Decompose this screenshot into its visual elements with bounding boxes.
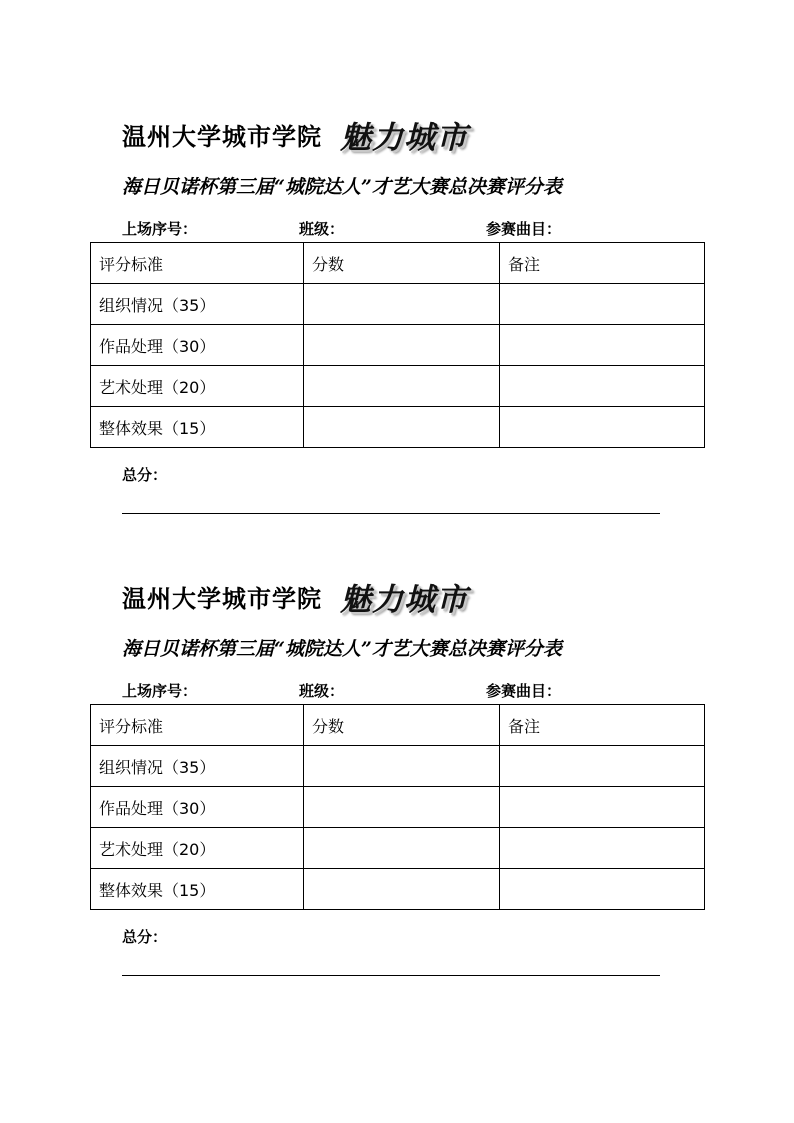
song-label: 参赛曲目： — [486, 682, 562, 700]
criterion-cell: 组织情况（35） — [91, 746, 304, 787]
score-cell[interactable] — [304, 284, 500, 325]
slogan: 魅力城市 — [340, 120, 468, 156]
criterion-cell: 作品处理（30） — [91, 325, 304, 366]
total-score-label: 总分： — [122, 928, 168, 946]
score-cell[interactable] — [304, 787, 500, 828]
table-row — [91, 325, 705, 366]
table-header-row — [91, 243, 705, 284]
note-cell[interactable] — [500, 787, 705, 828]
note-cell[interactable] — [500, 746, 705, 787]
score-table — [90, 704, 705, 910]
table-row — [91, 869, 705, 910]
form-subtitle: 海日贝诺杯第三届“城院达人”才艺大赛总决赛评分表 — [122, 638, 562, 660]
note-cell[interactable] — [500, 284, 705, 325]
table-row — [91, 284, 705, 325]
criterion-cell: 艺术处理（20） — [91, 366, 304, 407]
signature-line — [122, 513, 660, 514]
header-note: 备注 — [500, 705, 705, 746]
total-score-label: 总分： — [122, 466, 168, 484]
criterion-cell: 整体效果（15） — [91, 869, 304, 910]
form-header — [122, 112, 468, 157]
score-cell[interactable] — [304, 828, 500, 869]
note-cell[interactable] — [500, 828, 705, 869]
header-score: 分数 — [304, 705, 500, 746]
note-cell[interactable] — [500, 325, 705, 366]
school-name: 温州大学城市学院 — [122, 585, 322, 613]
table-row — [91, 828, 705, 869]
class-label: 班级： — [299, 682, 345, 700]
table-header-row — [91, 705, 705, 746]
order-number-label: 上场序号： — [122, 220, 198, 238]
criterion-cell: 艺术处理（20） — [91, 828, 304, 869]
score-cell[interactable] — [304, 869, 500, 910]
header-criterion: 评分标准 — [91, 243, 304, 284]
header-score: 分数 — [304, 243, 500, 284]
table-row — [91, 407, 705, 448]
score-cell[interactable] — [304, 325, 500, 366]
table-row — [91, 746, 705, 787]
header-criterion: 评分标准 — [91, 705, 304, 746]
form-subtitle: 海日贝诺杯第三届“城院达人”才艺大赛总决赛评分表 — [122, 176, 562, 198]
score-cell[interactable] — [304, 366, 500, 407]
note-cell[interactable] — [500, 366, 705, 407]
score-cell[interactable] — [304, 746, 500, 787]
table-row — [91, 366, 705, 407]
slogan: 魅力城市 — [340, 582, 468, 618]
criterion-cell: 作品处理（30） — [91, 787, 304, 828]
form-header — [122, 574, 468, 619]
criterion-cell: 整体效果（15） — [91, 407, 304, 448]
score-cell[interactable] — [304, 407, 500, 448]
class-label: 班级： — [299, 220, 345, 238]
note-cell[interactable] — [500, 869, 705, 910]
song-label: 参赛曲目： — [486, 220, 562, 238]
score-table — [90, 242, 705, 448]
criterion-cell: 组织情况（35） — [91, 284, 304, 325]
table-row — [91, 787, 705, 828]
note-cell[interactable] — [500, 407, 705, 448]
header-note: 备注 — [500, 243, 705, 284]
school-name: 温州大学城市学院 — [122, 123, 322, 151]
order-number-label: 上场序号： — [122, 682, 198, 700]
signature-line — [122, 975, 660, 976]
